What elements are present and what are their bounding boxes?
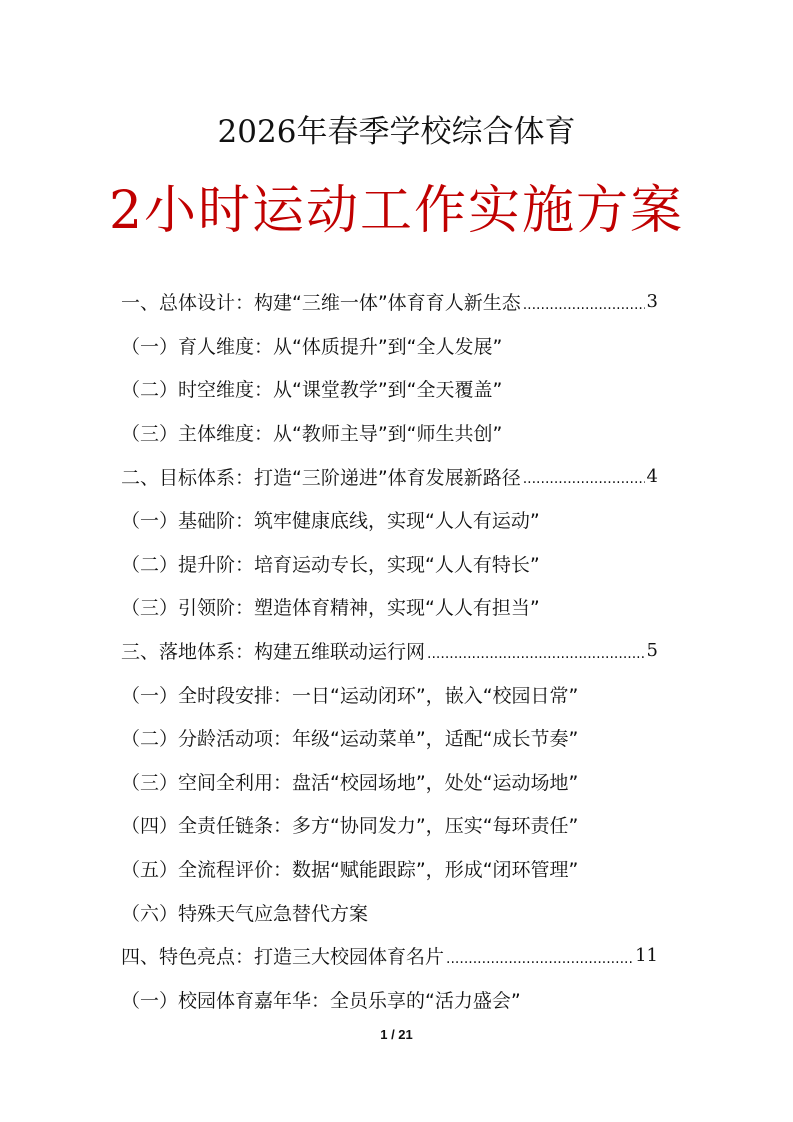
toc-entry-text: （三）空间全利用：盘活“校园场地”，处处“运动场地” (121, 771, 579, 794)
toc-entry-text: 三、落地体系：构建五维联动运行网 (121, 641, 426, 664)
toc-entry-text: （一）校园体育嘉年华：全员乐享的“活力盛会” (121, 989, 521, 1012)
toc-entry-text: （一）基础阶：筑牢健康底线，实现“人人有运动” (121, 510, 540, 533)
toc-entry[interactable] (121, 542, 658, 586)
toc-entry-text: （二）提升阶：培育运动专长，实现“人人有特长” (121, 553, 540, 576)
document-title-line2: 2小时运动工作实施方案 (108, 181, 685, 241)
toc-page-number: 11 (635, 945, 658, 967)
page-number-footer: 1 / 21 (380, 1027, 413, 1042)
toc-entry[interactable] (121, 585, 658, 629)
toc-entry-text: （二）分龄活动项：年级“运动菜单”，适配“成长节奏” (121, 728, 579, 751)
toc-entry-text: 二、目标体系：打造“三阶递进”体育发展新路径 (121, 466, 521, 489)
toc-entry[interactable] (121, 847, 658, 891)
toc-entry-text: （二）时空维度：从“课堂教学”到“全天覆盖” (121, 379, 503, 402)
toc-entry[interactable] (121, 760, 658, 804)
toc-entry-text: （三）引领阶：塑造体育精神，实现“人人有担当” (121, 597, 540, 620)
toc-entry-text: （五）全流程评价：数据“赋能跟踪”，形成“闭环管理” (121, 859, 579, 882)
toc-entry-text: （六）特殊天气应急替代方案 (121, 902, 369, 925)
toc-leader-dots (427, 646, 645, 662)
toc-entry[interactable] (121, 411, 658, 455)
toc-entry-text: 一、总体设计：构建“三维一体”体育育人新生态 (121, 292, 521, 315)
toc-entry[interactable] (121, 324, 658, 368)
toc-entry[interactable] (121, 803, 658, 847)
toc-entry[interactable] (121, 498, 658, 542)
document-title-line1: 2026年春季学校综合体育 (217, 114, 576, 150)
toc-entry[interactable] (121, 672, 658, 716)
toc-entry-text: 四、特色亮点：打造三大校园体育名片 (121, 946, 445, 969)
toc-entry[interactable] (121, 890, 658, 934)
toc-entry[interactable] (121, 367, 658, 411)
toc-entry-text: （一）育人维度：从“体质提升”到“全人发展” (121, 335, 503, 358)
toc-entry[interactable] (121, 716, 658, 760)
toc-entry-text: （三）主体维度：从“教师主导”到“师生共创” (121, 423, 503, 446)
toc-entry[interactable] (121, 629, 658, 673)
toc-page-number: 4 (646, 465, 658, 487)
toc-entry[interactable] (121, 454, 658, 498)
toc-page-number: 3 (646, 291, 658, 313)
toc-leader-dots (446, 951, 633, 967)
table-of-contents (121, 280, 658, 1021)
toc-page-number: 5 (646, 640, 658, 662)
toc-entry[interactable] (121, 280, 658, 324)
toc-entry-text: （一）全时段安排：一日“运动闭环”，嵌入“校园日常” (121, 684, 579, 707)
toc-entry[interactable] (121, 978, 658, 1022)
toc-entry[interactable] (121, 934, 658, 978)
toc-leader-dots (523, 471, 645, 487)
toc-leader-dots (523, 297, 645, 313)
toc-entry-text: （四）全责任链条：多方“协同发力”，压实“每环责任” (121, 815, 579, 838)
